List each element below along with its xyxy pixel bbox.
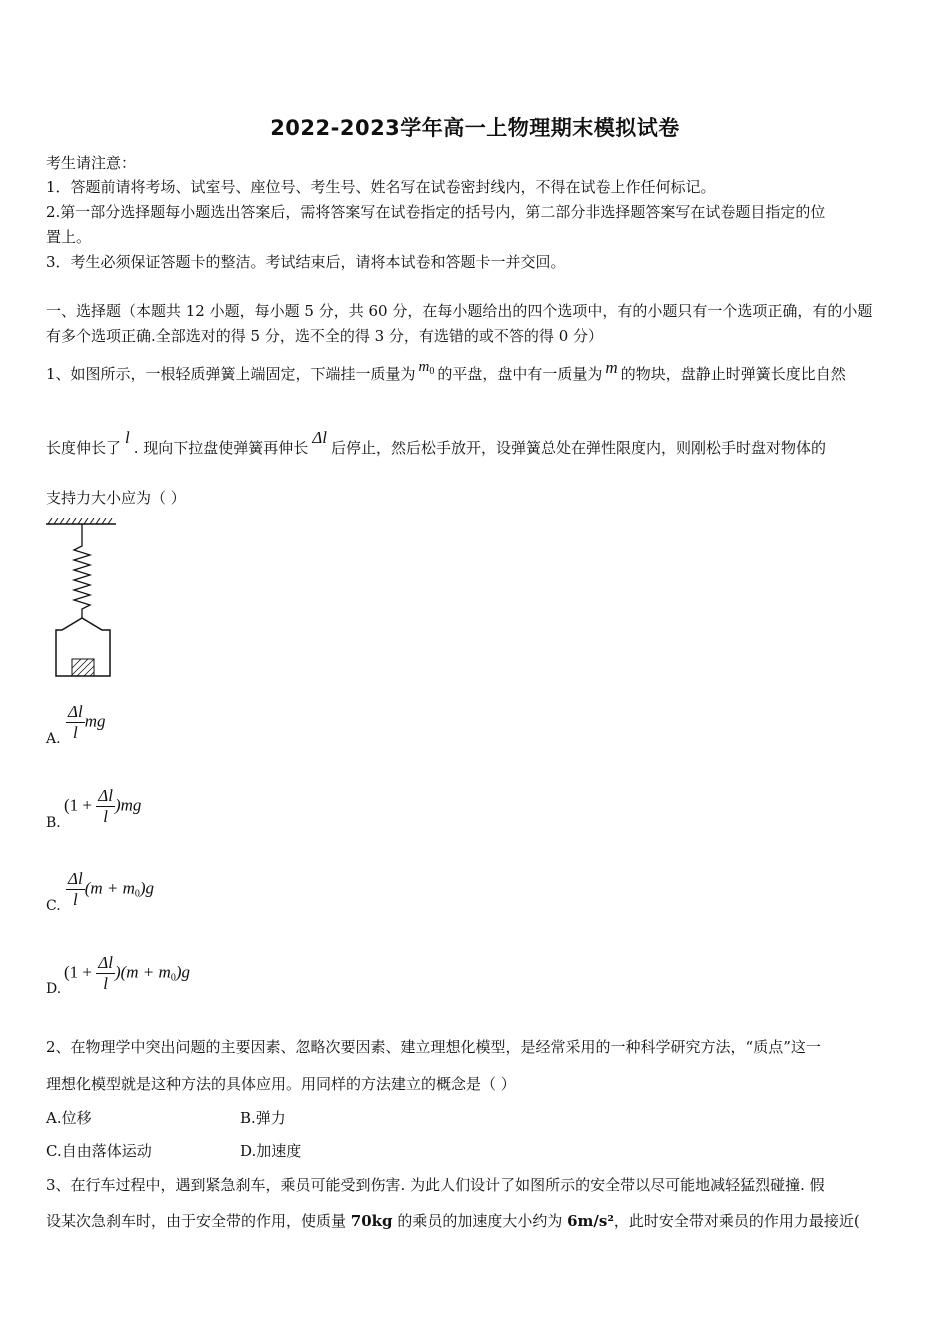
q2-option-b[interactable]: B.弹力 bbox=[240, 1109, 286, 1127]
q1-option-a-expr: $\frac{\Delta l}{l}$ mg bbox=[68, 702, 106, 742]
q2-line-2: 理想化模型就是这种方法的具体应用。用同样的方法建立的概念是（ ） bbox=[46, 1075, 516, 1093]
q2-options-row-2 bbox=[46, 1140, 906, 1162]
q1-option-b[interactable]: B. bbox=[46, 815, 61, 831]
q1-line-3: 支持力大小应为（ ） bbox=[46, 489, 186, 507]
q1-option-a[interactable]: A. bbox=[46, 731, 61, 747]
q2-line-1: 2、在物理学中突出问题的主要因素、忽略次要因素、建立理想化模型，是经常采用的一种科学研究方法，“质点”这一 bbox=[46, 1038, 821, 1056]
m0-symbol: $m_0$ bbox=[418, 359, 435, 377]
m-symbol: m bbox=[605, 358, 618, 377]
mass-value: 70kg bbox=[350, 1212, 393, 1230]
q3-line-2: 设某次急刹车时，由于安全带的作用，使质量 70kg 的乘员的加速度大小约为 6m/s²，此时安全带对乘员的作用力最接近( bbox=[46, 1212, 860, 1230]
q2-options-row-1 bbox=[46, 1107, 906, 1129]
notice-item-3: 3．考生必须保证答题卡的整洁。考试结束后，请将本试卷和答题卡一并交回。 bbox=[46, 253, 566, 271]
section-instructions: 有多个选项正确.全部选对的得 5 分，选不全的得 3 分，有选错的或不答的得 0 分） bbox=[46, 327, 604, 345]
section-heading: 一、选择题（本题共 12 小题，每小题 5 分，共 60 分，在每小题给出的四个选项中，有的小题只有一个选项正确，有的小题 bbox=[46, 302, 873, 320]
notice-heading: 考生请注意： bbox=[46, 154, 137, 172]
q1-option-c-expr: $\frac{\Delta l}{l}$ $(m + m_0)g$ bbox=[68, 869, 155, 909]
acceleration-value: 6m/s² bbox=[567, 1212, 614, 1230]
fraction: $\frac{\Delta l}{l}$ bbox=[98, 953, 113, 993]
q2-option-c[interactable]: C.自由落体运动 bbox=[46, 1142, 152, 1160]
q2-option-a[interactable]: A.位移 bbox=[46, 1109, 92, 1127]
q1-option-b-expr: (1 + $\frac{\Delta l}{l}$ )mg bbox=[64, 786, 142, 826]
fraction: $\frac{\Delta l}{l}$ bbox=[68, 869, 83, 909]
q1-option-d[interactable]: D. bbox=[46, 981, 62, 997]
q1-option-d-expr: (1 + $\frac{\Delta l}{l}$ )$(m + m_0)g$ bbox=[64, 953, 190, 993]
fraction: $\frac{\Delta l}{l}$ bbox=[98, 786, 113, 826]
q3-line-1: 3、在行车过程中，遇到紧急刹车，乘员可能受到伤害. 为此人们设计了如图所示的安全带以尽可能地减轻猛烈碰撞. 假 bbox=[46, 1176, 825, 1194]
spring-diagram bbox=[44, 518, 116, 682]
q1-line-2: 长度伸长了l. 现向下拉盘使弹簧再伸长Δl后停止，然后松手放开，设弹簧总处在弹性限度内，则刚松手时盘对物体的 bbox=[46, 428, 827, 457]
notice-item-2-cont: 置上。 bbox=[46, 228, 92, 246]
notice-item-2: 2.第一部分选择题每小题选出答案后，需将答案写在试卷指定的括号内，第二部分非选择题答案写在试卷题目指定的位 bbox=[46, 203, 826, 221]
q2-option-d[interactable]: D.加速度 bbox=[240, 1142, 302, 1160]
q1-option-c[interactable]: C. bbox=[46, 898, 61, 914]
page-title: 2022-2023学年高一上物理期末模拟试卷 bbox=[270, 116, 680, 140]
l-symbol: l bbox=[125, 428, 130, 447]
notice-item-1: 1．答题前请将考场、试室号、座位号、考生号、姓名写在试卷密封线内，不得在试卷上作任何标记。 bbox=[46, 178, 716, 196]
q1-line-1: 1、如图所示，一根轻质弹簧上端固定，下端挂一质量为 $m_0$ 的平盘，盘中有一质量为 m 的物块，盘静止时弹簧长度比自然 bbox=[46, 358, 846, 383]
delta-l-symbol: Δl bbox=[312, 428, 327, 447]
fraction: $\frac{\Delta l}{l}$ bbox=[68, 702, 83, 742]
